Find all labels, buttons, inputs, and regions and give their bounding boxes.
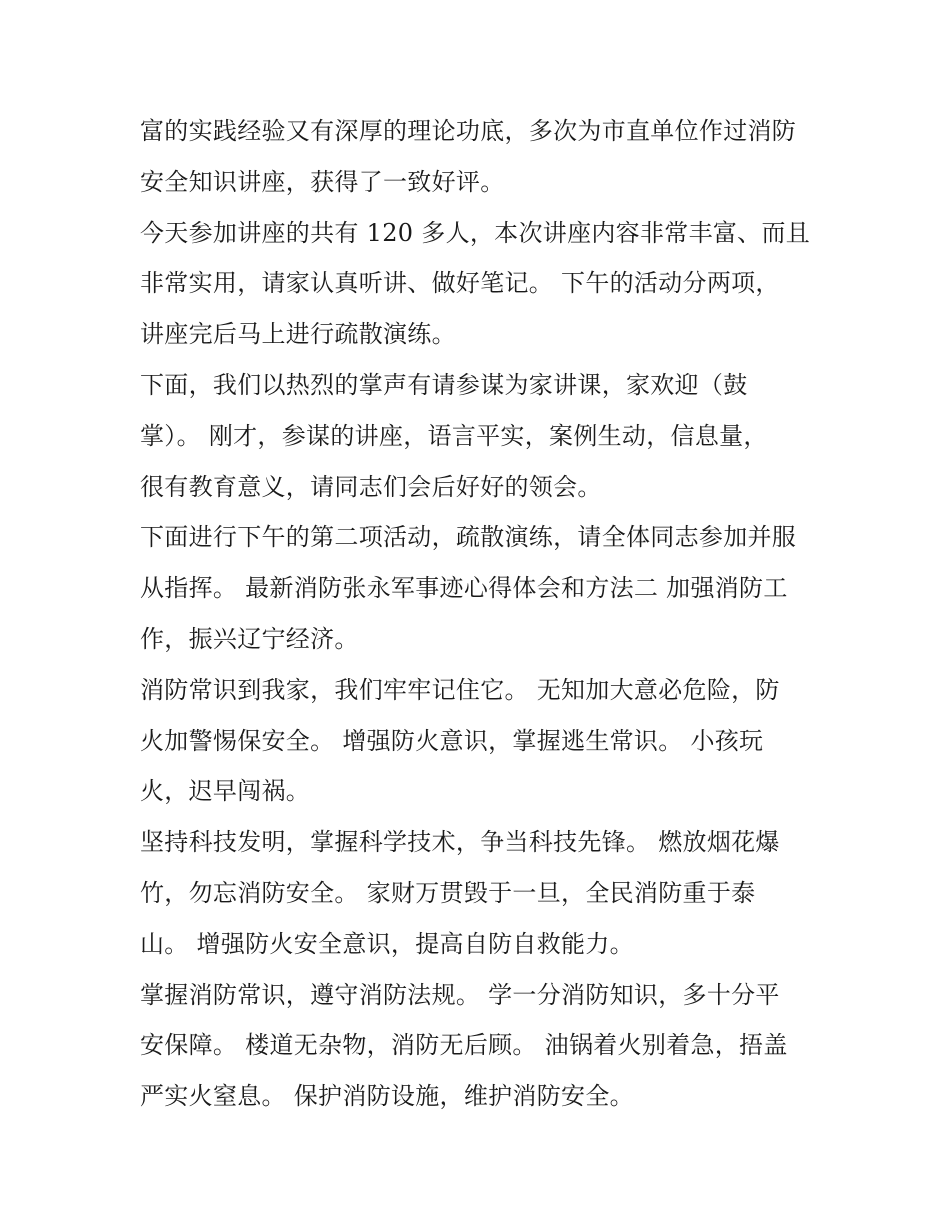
- text-line: 很有教育意义，请同志们会后好好的领会。: [140, 472, 602, 501]
- text-line: 竹，勿忘消防安全。 家财万贯毁于一旦，全民消防重于泰: [140, 878, 756, 907]
- text-line: 掌握消防常识，遵守消防法规。 学一分消防知识，多十分平: [140, 980, 780, 1009]
- text-line: 下面进行下午的第二项活动，疏散演练，请全体同志参加并服: [140, 523, 797, 552]
- text-line: 非常实用，请家认真听讲、做好笔记。 下午的活动分两项，: [140, 269, 780, 298]
- text-line: 作，振兴辽宁经济。: [140, 624, 359, 653]
- text-line: 安全知识讲座，获得了一致好评。: [140, 167, 505, 196]
- text-line: 消防常识到我家，我们牢牢记住它。 无知加大意必危险，防: [140, 675, 780, 704]
- text-line: 山。 增强防火安全意识，提高自防自救能力。: [140, 929, 634, 958]
- text-line: 掌）。 刚才，参谋的讲座，语言平实，案例生动，信息量，: [140, 421, 768, 450]
- text-line: 安保障。 楼道无杂物，消防无后顾。 油锅着火别着急，捂盖: [140, 1031, 788, 1060]
- text-line: 严实火窒息。 保护消防设施，维护消防安全。: [140, 1082, 634, 1111]
- body-text: [140, 106, 830, 1122]
- text-line: 下面，我们以热烈的掌声有请参谋为家讲课，家欢迎（鼓: [140, 370, 748, 399]
- text-line: 讲座完后马上进行疏散演练。: [140, 320, 456, 349]
- text-line: 从指挥。 最新消防张永军事迹心得体会和方法二 加强消防工: [140, 574, 788, 603]
- text-line: 坚持科技发明，掌握科学技术，争当科技先锋。 燃放烟花爆: [140, 828, 780, 857]
- text-line: 火加警惕保安全。 增强防火意识，掌握逃生常识。 小孩玩: [140, 726, 764, 755]
- text-line: 今天参加讲座的共有 120 多人，本次讲座内容非常丰富、而且: [140, 218, 811, 247]
- text-line: 富的实践经验又有深厚的理论功底，多次为市直单位作过消防: [140, 117, 797, 145]
- text-line: 火，迟早闯祸。: [140, 777, 311, 806]
